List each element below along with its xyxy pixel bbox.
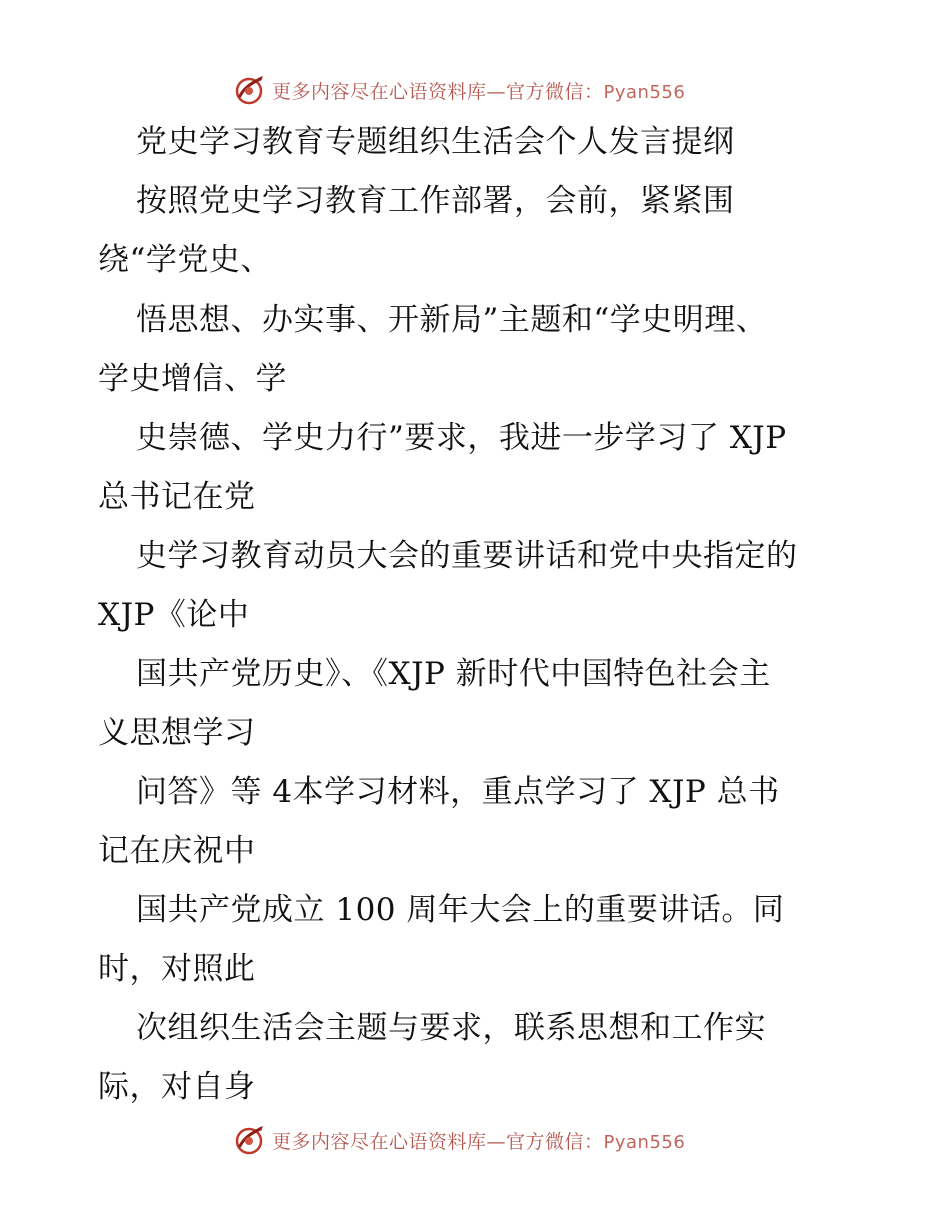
paragraph-line: 际，对自身 — [98, 1069, 256, 1105]
paragraph-line: 学史增信、学 — [98, 361, 287, 397]
pen-logo-icon — [234, 74, 266, 106]
paragraph-line: 总书记在党 — [98, 479, 256, 515]
paragraph-line: 史学习教育动员大会的重要讲话和党中央指定的 — [136, 538, 798, 574]
paragraph-line: 绕“学党史、 — [98, 242, 272, 278]
paragraph-line: 义思想学习 — [98, 715, 256, 751]
document-title: 党史学习教育专题组织生活会个人发言提纲 — [136, 124, 735, 160]
paragraph-line: 按照党史学习教育工作部署，会前，紧紧围 — [136, 183, 735, 219]
paragraph-line: 国共产党历史》、《XJP 新时代中国特色社会主 — [136, 656, 771, 692]
watermark-footer — [234, 1120, 685, 1160]
watermark-text: 更多内容尽在心语资料库—官方微信：Pyan556 — [272, 80, 686, 103]
paragraph-line: 时，对照此 — [98, 951, 256, 987]
paragraph-line: XJP《论中 — [98, 597, 250, 633]
paragraph-line: 记在庆祝中 — [98, 833, 256, 869]
paragraph-line: 次组织生活会主题与要求，联系思想和工作实 — [136, 1010, 766, 1046]
paragraph-line: 史崇德、学史力行”要求，我进一步学习了 XJP — [136, 420, 787, 456]
watermark-text: 更多内容尽在心语资料库—官方微信：Pyan556 — [272, 1130, 686, 1153]
paragraph-line: 问答》等 4本学习材料，重点学习了 XJP 总书 — [136, 774, 780, 810]
watermark-header — [234, 70, 685, 110]
paragraph-line: 国共产党成立 100 周年大会上的重要讲话。同 — [136, 892, 785, 928]
pen-logo-icon — [234, 1124, 266, 1156]
paragraph-line: 悟思想、办实事、开新局”主题和“学史明理、 — [136, 302, 768, 338]
